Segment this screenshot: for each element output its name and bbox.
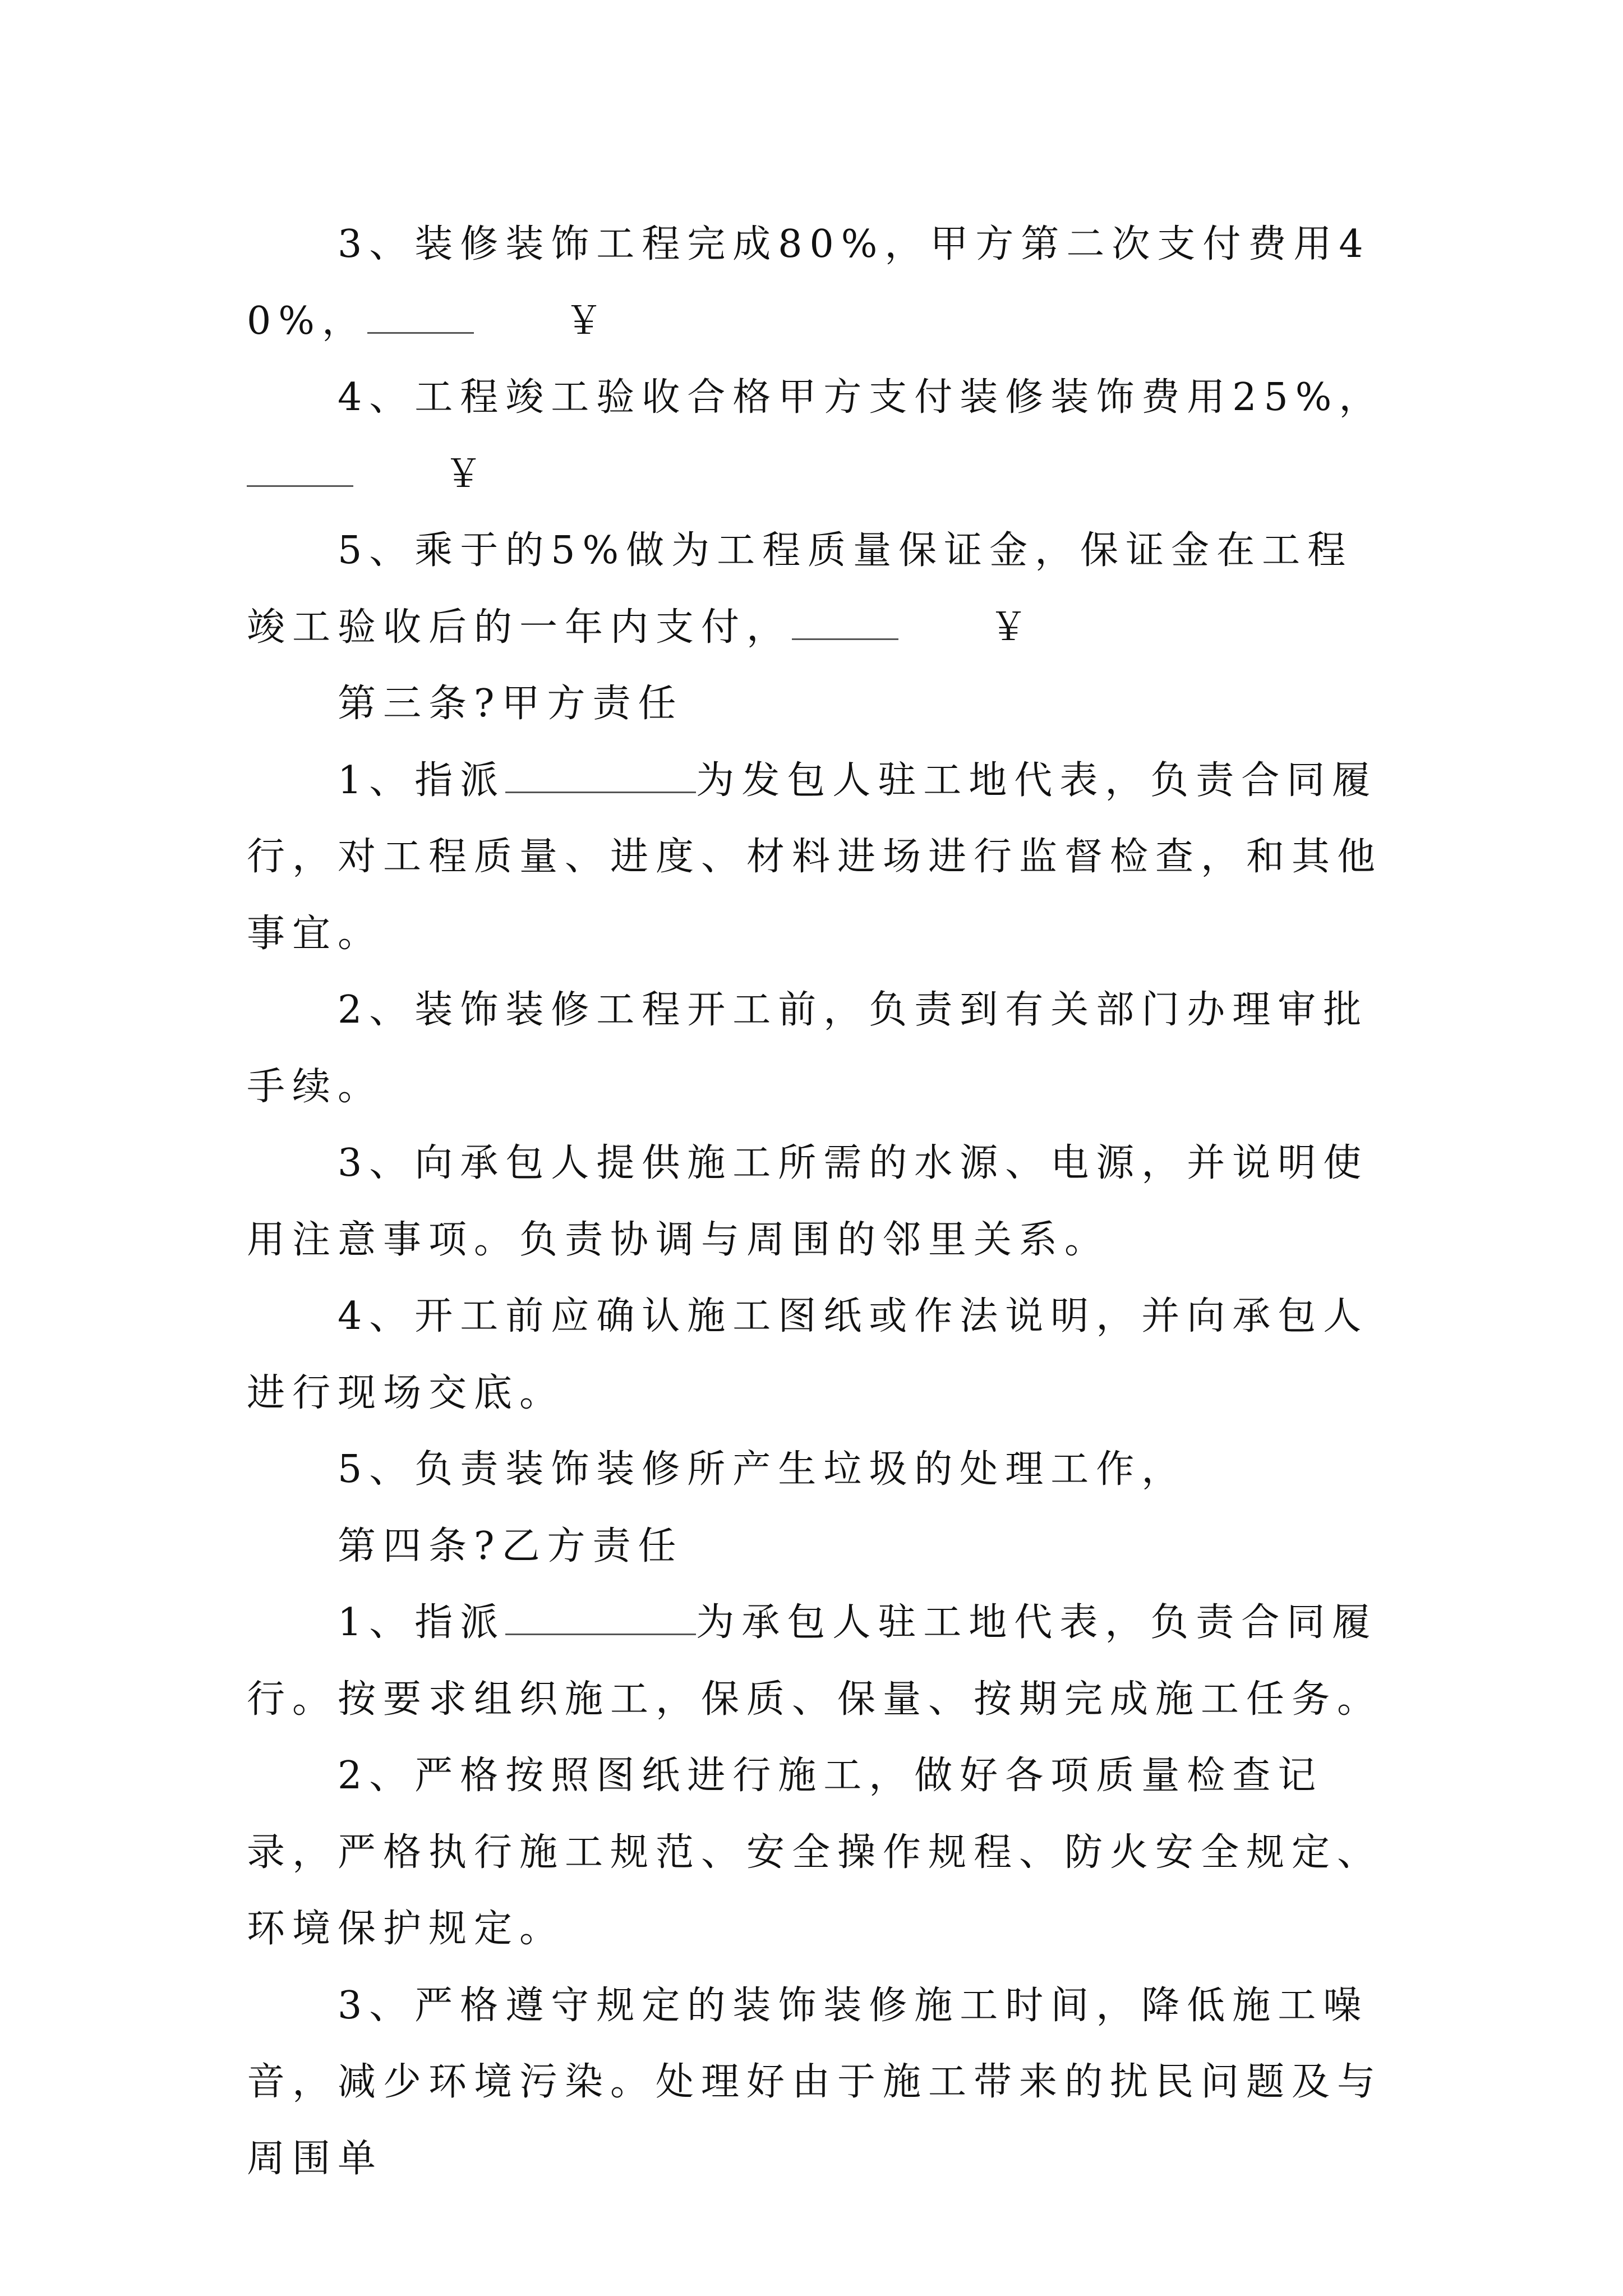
yen-symbol: ￥: [444, 452, 490, 496]
clause-2-item-3: [247, 206, 1396, 360]
amount-blank: [367, 302, 474, 334]
clause-text: 为发包人驻工地代表，负责合同履行，对工程质量、进度、材料进场进行监督检查，和其他事宜。: [247, 758, 1383, 956]
clause-text: 3、装修装饰工程完成80%，甲方第二次支付费用40%，: [247, 222, 1371, 343]
clause-3-item-1: [247, 743, 1396, 973]
clause-4-item-3: 3、严格遵守规定的装饰装修施工时间，降低施工噪音，减少环境污染。处理好由于施工带来的扰民问题及与周围单: [247, 1983, 1383, 2181]
amount-blank: [792, 608, 898, 640]
clause-2-item-4: [247, 360, 1396, 513]
representative-blank: [505, 761, 696, 793]
clause-2-item-5: [247, 513, 1396, 666]
clause-3-heading: 第三条?甲方责任: [338, 682, 684, 726]
clause-text: 4、工程竣工验收合格甲方支付装修装饰费用25%，: [338, 375, 1385, 420]
clause-3-item-3: 3、向承包人提供施工所需的水源、电源，并说明使用注意事项。负责协调与周围的邻里关系。: [247, 1141, 1369, 1262]
clause-text: 5、乘于的5%做为工程质量保证金，保证金在工程竣工验收后的一年内支付，: [247, 528, 1353, 650]
clause-4-item-1: [247, 1585, 1396, 1738]
yen-symbol: ￥: [989, 605, 1035, 650]
clause-4-item-2: 2、严格按照图纸进行施工，做好各项质量检查记录，严格执行施工规范、安全操作规程、防火安全规定、环境保护规定。: [247, 1754, 1383, 1951]
clause-3-item-4: 4、开工前应确认施工图纸或作法说明，并向承包人进行现场交底。: [247, 1294, 1369, 1415]
clause-3-item-5: 5、负责装饰装修所产生垃圾的处理工作，: [338, 1447, 1187, 1492]
clause-4-heading: 第四条?乙方责任: [338, 1524, 684, 1568]
amount-blank: [247, 455, 353, 487]
clause-text: 1、指派: [338, 758, 506, 803]
representative-blank: [505, 1603, 696, 1635]
clause-3-item-2: 2、装饰装修工程开工前，负责到有关部门办理审批手续。: [247, 988, 1369, 1109]
clause-text: 为承包人驻工地代表，负责合同履行。按要求组织施工，保质、保量、按期完成施工任务。: [247, 1600, 1383, 1722]
document-body: [247, 206, 1396, 2197]
yen-symbol: ￥: [564, 298, 610, 343]
clause-text: 1、指派: [338, 1600, 506, 1645]
